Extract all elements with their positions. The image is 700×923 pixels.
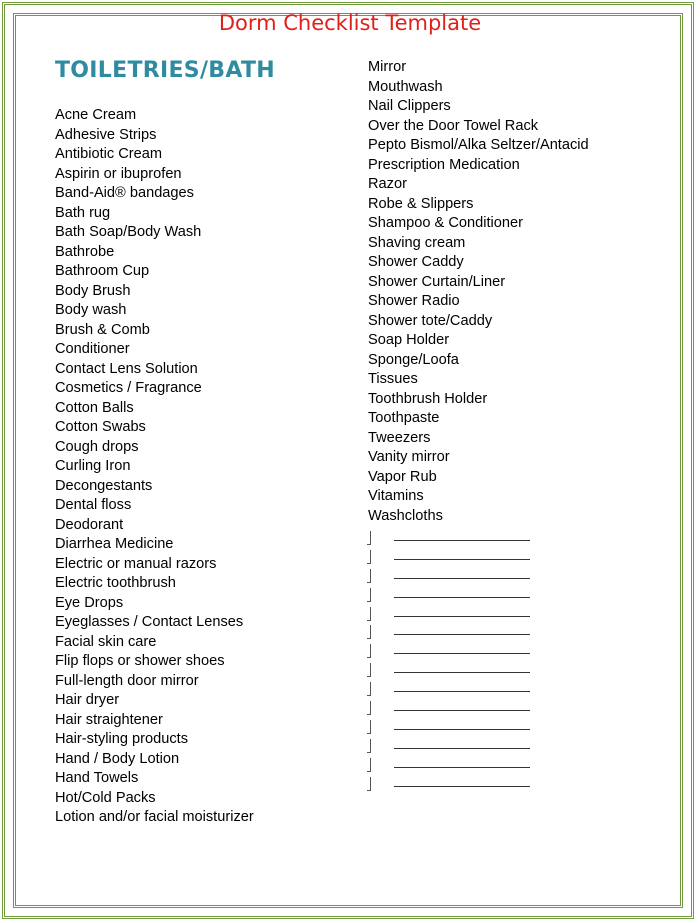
checklist-item: Prescription Medication (368, 156, 520, 173)
checkbox-icon[interactable] (367, 625, 371, 639)
checkbox-icon[interactable] (367, 531, 371, 545)
blank-line[interactable] (394, 767, 530, 768)
blank-line[interactable] (394, 540, 530, 541)
checklist-item: Soap Holder (368, 332, 450, 348)
checklist-item: Bathroom Cup (55, 263, 150, 279)
blank-line[interactable] (394, 691, 530, 692)
checklist-item: Shaving cream (368, 234, 466, 251)
checklist-item: Acne Cream (55, 107, 137, 123)
checklist-item: Mouthwash (368, 78, 443, 95)
document-title: Dorm Checklist Template (218, 11, 482, 35)
blank-line[interactable] (394, 578, 530, 579)
checklist-item: Curling Iron (55, 458, 131, 474)
checklist-item: Eye Drops (55, 594, 124, 611)
checklist-item: Bath Soap/Body Wash (55, 224, 202, 240)
checklist-item: Vitamins (368, 488, 424, 504)
checklist-item: Shower tote/Caddy (368, 312, 493, 329)
checkbox-icon[interactable] (367, 569, 371, 583)
checklist-item: Cough drops (55, 438, 139, 455)
blank-line[interactable] (394, 634, 530, 635)
checklist-item: Hand Towels (55, 770, 139, 786)
checkbox-icon[interactable] (367, 739, 371, 753)
checklist-item: Diarrhea Medicine (55, 536, 174, 552)
checklist-item: Toothbrush Holder (368, 390, 488, 407)
checkbox-icon[interactable] (367, 720, 371, 734)
checkbox-icon[interactable] (367, 682, 371, 696)
checklist-item: Cotton Swabs (55, 419, 146, 435)
checklist-item: Cosmetics / Fragrance (55, 380, 202, 396)
checklist-item: Brush & Comb (55, 321, 150, 338)
section-heading: TOILETRIES/BATH (55, 58, 275, 83)
checklist-item: Shower Caddy (368, 254, 464, 270)
checklist-item: Vapor Rub (368, 468, 437, 485)
checklist-item: Band-Aid® bandages (55, 185, 194, 201)
checklist-item: Cotton Balls (55, 399, 134, 416)
checklist-item: Mirror (368, 59, 407, 75)
checkbox-icon[interactable] (367, 550, 371, 564)
checklist-item: Shower Radio (368, 293, 460, 309)
checklist-item: Razor (368, 176, 407, 192)
checklist-item: Shower Curtain/Liner (368, 273, 506, 290)
checklist-item: Facial skin care (55, 633, 157, 650)
checklist-item: Aspirin or ibuprofen (55, 165, 182, 182)
checkbox-icon[interactable] (367, 663, 371, 677)
checklist-item: Hot/Cold Packs (55, 789, 156, 806)
checklist-item: Bathrobe (55, 243, 115, 260)
checklist-item: Robe & Slippers (368, 195, 474, 212)
checkbox-icon[interactable] (367, 607, 371, 621)
checklist-item: Shampoo & Conditioner (368, 215, 523, 231)
checklist-item: Electric or manual razors (55, 555, 217, 572)
checklist-item: Hair straightener (55, 711, 163, 728)
checklist-item: Eyeglasses / Contact Lenses (55, 614, 244, 630)
checkbox-icon[interactable] (367, 701, 371, 715)
checklist-item: Contact Lens Solution (55, 360, 198, 377)
checklist-column-left (55, 106, 254, 828)
checklist-item: Tissues (368, 371, 418, 387)
checklist-item: Pepto Bismol/Alka Seltzer/Antacid (368, 137, 589, 153)
checklist-item: Hair dryer (55, 692, 120, 708)
checkbox-icon[interactable] (367, 758, 371, 772)
blank-line[interactable] (394, 653, 530, 654)
checklist-column-right (368, 58, 589, 526)
checklist-item: Body wash (55, 302, 127, 318)
blank-line[interactable] (394, 597, 530, 598)
blank-line[interactable] (394, 729, 530, 730)
blank-line[interactable] (394, 672, 530, 673)
checklist-item: Body Brush (55, 282, 131, 299)
checklist-item: Tweezers (368, 429, 431, 446)
checklist-item: Washcloths (368, 507, 443, 524)
blank-line[interactable] (394, 786, 530, 787)
checklist-item: Deodorant (55, 516, 124, 533)
checklist-item: Antibiotic Cream (55, 146, 163, 162)
checklist-item: Toothpaste (368, 410, 440, 426)
checklist-item: Lotion and/or facial moisturizer (55, 809, 254, 825)
checklist-item: Flip flops or shower shoes (55, 653, 225, 669)
checklist-item: Vanity mirror (368, 449, 450, 465)
checklist-item: Dental floss (55, 497, 132, 513)
blank-line[interactable] (394, 748, 530, 749)
checkbox-icon[interactable] (367, 644, 371, 658)
checklist-item: Adhesive Strips (55, 126, 157, 143)
checkbox-icon[interactable] (367, 777, 371, 791)
checklist-item: Full-length door mirror (55, 672, 199, 689)
checklist-item: Bath rug (55, 204, 111, 221)
checklist-item: Hand / Body Lotion (55, 750, 180, 767)
checklist-item: Hair-styling products (55, 731, 189, 747)
checklist-item: Over the Door Towel Rack (368, 117, 539, 134)
blank-line[interactable] (394, 616, 530, 617)
checklist-item: Sponge/Loofa (368, 351, 459, 368)
checklist-item: Decongestants (55, 477, 153, 494)
checklist-item: Electric toothbrush (55, 575, 176, 591)
checklist-item: Nail Clippers (368, 98, 451, 114)
blank-line[interactable] (394, 710, 530, 711)
checkbox-icon[interactable] (367, 588, 371, 602)
checklist-item: Conditioner (55, 341, 130, 357)
blank-line[interactable] (394, 559, 530, 560)
